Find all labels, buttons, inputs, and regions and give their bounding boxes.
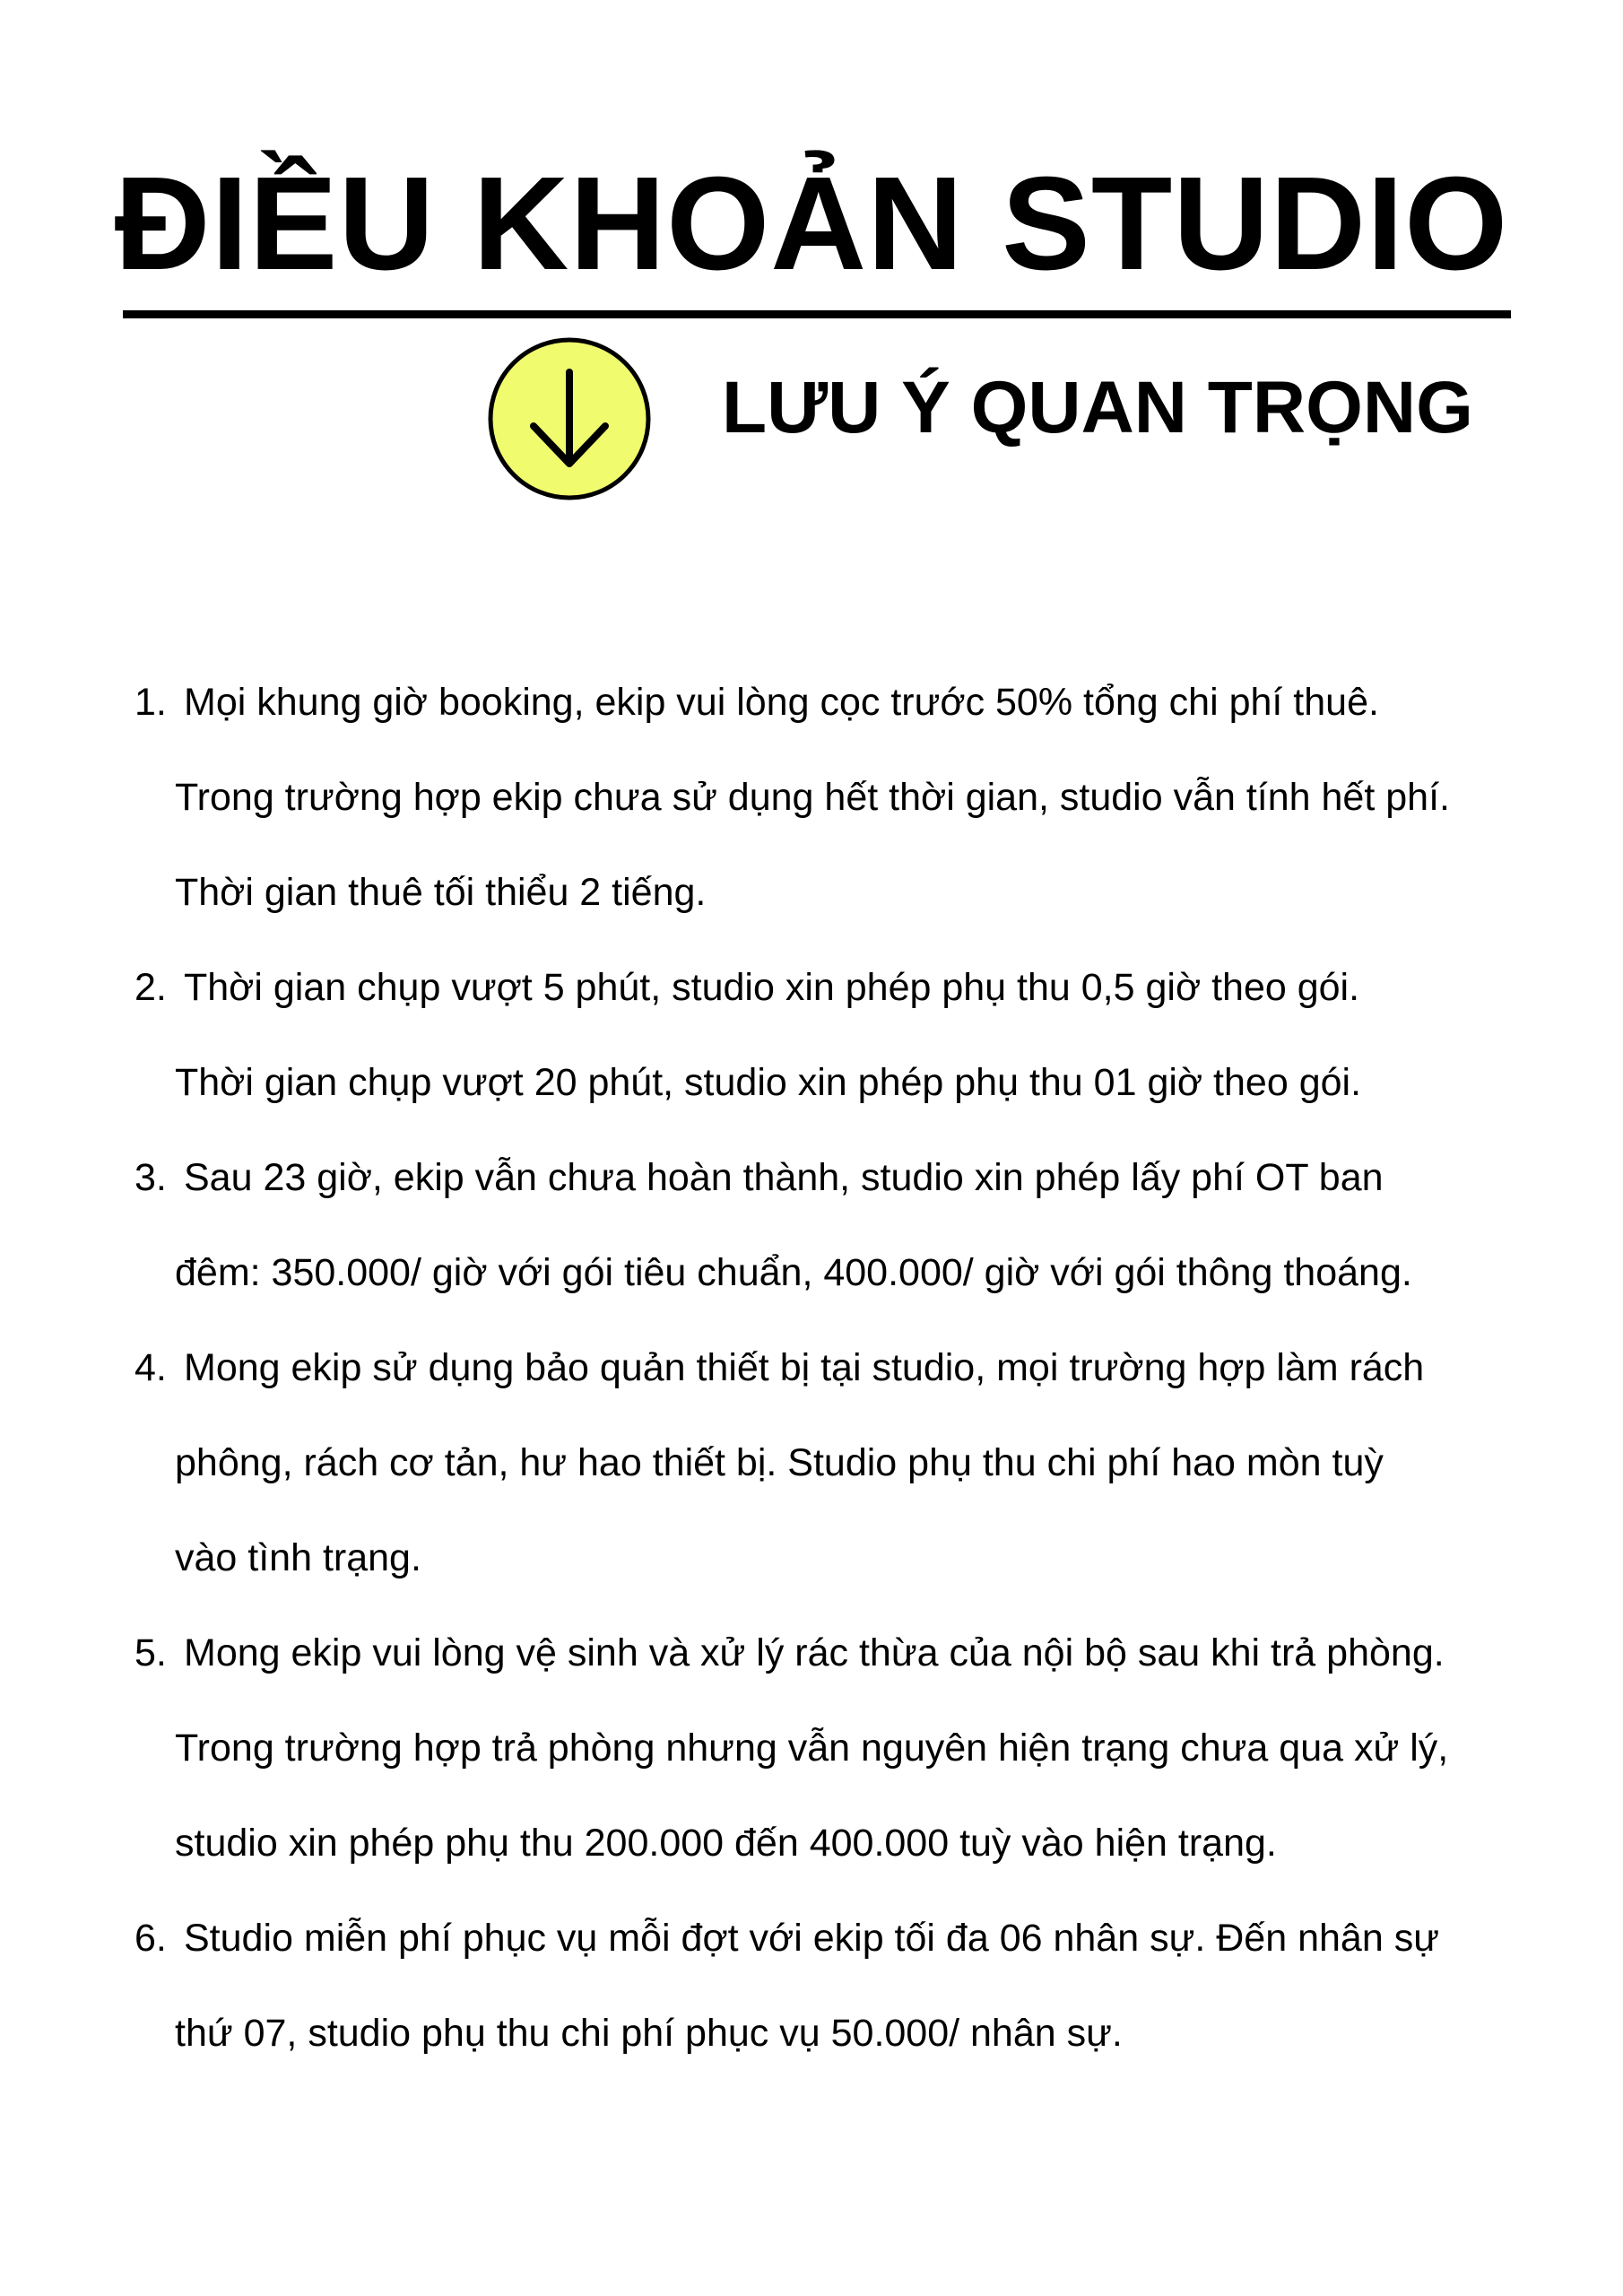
rule-line (135, 1700, 1533, 1796)
rule-line (135, 1796, 1533, 1891)
rule-line (135, 1415, 1533, 1510)
rule-number: 5. (135, 1631, 167, 1674)
rule-line (135, 1510, 1533, 1605)
rule-text: Mong ekip sử dụng bảo quản thiết bị tại studio, mọi trường hợp làm rách (184, 1346, 1425, 1389)
rule-item (135, 1891, 1533, 2081)
rule-line (135, 1130, 1533, 1225)
rule-line (135, 845, 1533, 940)
rule-text: Mong ekip vui lòng vệ sinh và xử lý rác thừa của nội bộ sau khi trả phòng. (184, 1631, 1445, 1674)
rule-line (135, 655, 1533, 750)
rule-text: thứ 07, studio phụ thu chi phí phục vụ 50.000/ nhân sự. (175, 2012, 1123, 2055)
rule-line (135, 750, 1533, 845)
rule-number: 2. (135, 966, 167, 1009)
rule-item (135, 1320, 1533, 1605)
rule-text: phông, rách cơ tản, hư hao thiết bị. Studio phụ thu chi phí hao mòn tuỳ (175, 1441, 1384, 1484)
section-subtitle: LƯU Ý QUAN TRỌNG (722, 367, 1473, 448)
rule-line (135, 1986, 1533, 2081)
rule-item (135, 1605, 1533, 1891)
rule-text: Trong trường hợp ekip chưa sử dụng hết thời gian, studio vẫn tính hết phí. (175, 776, 1450, 819)
rule-text: studio xin phép phụ thu 200.000 đến 400.000 tuỳ vào hiện trạng. (175, 1822, 1277, 1865)
rule-number: 6. (135, 1917, 167, 1960)
rules-list (135, 655, 1533, 2081)
rule-text: Studio miễn phí phục vụ mỗi đợt với ekip tối đa 06 nhân sự. Đến nhân sự (184, 1917, 1439, 1960)
rule-line (135, 1605, 1533, 1700)
rule-text: Thời gian chụp vượt 5 phút, studio xin phép phụ thu 0,5 giờ theo gói. (184, 966, 1360, 1009)
rule-number: 1. (135, 681, 167, 724)
rule-line (135, 1891, 1533, 1986)
rule-item (135, 655, 1533, 940)
rule-number: 3. (135, 1156, 167, 1199)
rule-text: Sau 23 giờ, ekip vẫn chưa hoàn thành, studio xin phép lấy phí OT ban (184, 1156, 1384, 1199)
rule-text: Trong trường hợp trả phòng nhưng vẫn nguyên hiện trạng chưa qua xử lý, (175, 1726, 1449, 1770)
rule-line (135, 940, 1533, 1035)
rule-number: 4. (135, 1346, 167, 1389)
rule-line (135, 1035, 1533, 1130)
arrow-down-icon (487, 336, 652, 501)
rule-text: Thời gian chụp vượt 20 phút, studio xin phép phụ thu 01 giờ theo gói. (175, 1061, 1362, 1104)
title-divider (123, 310, 1511, 318)
rule-line (135, 1320, 1533, 1415)
rule-text: Mọi khung giờ booking, ekip vui lòng cọc trước 50% tổng chi phí thuê. (184, 681, 1379, 724)
rule-item (135, 1130, 1533, 1320)
rule-text: vào tình trạng. (175, 1536, 421, 1579)
rule-text: đêm: 350.000/ giờ với gói tiêu chuẩn, 400.000/ giờ với gói thông thoáng. (175, 1251, 1412, 1294)
rule-line (135, 1225, 1533, 1320)
page-title: ĐIỀU KHOẢN STUDIO (114, 150, 1509, 298)
rule-item (135, 940, 1533, 1130)
rule-text: Thời gian thuê tối thiểu 2 tiếng. (175, 871, 707, 914)
